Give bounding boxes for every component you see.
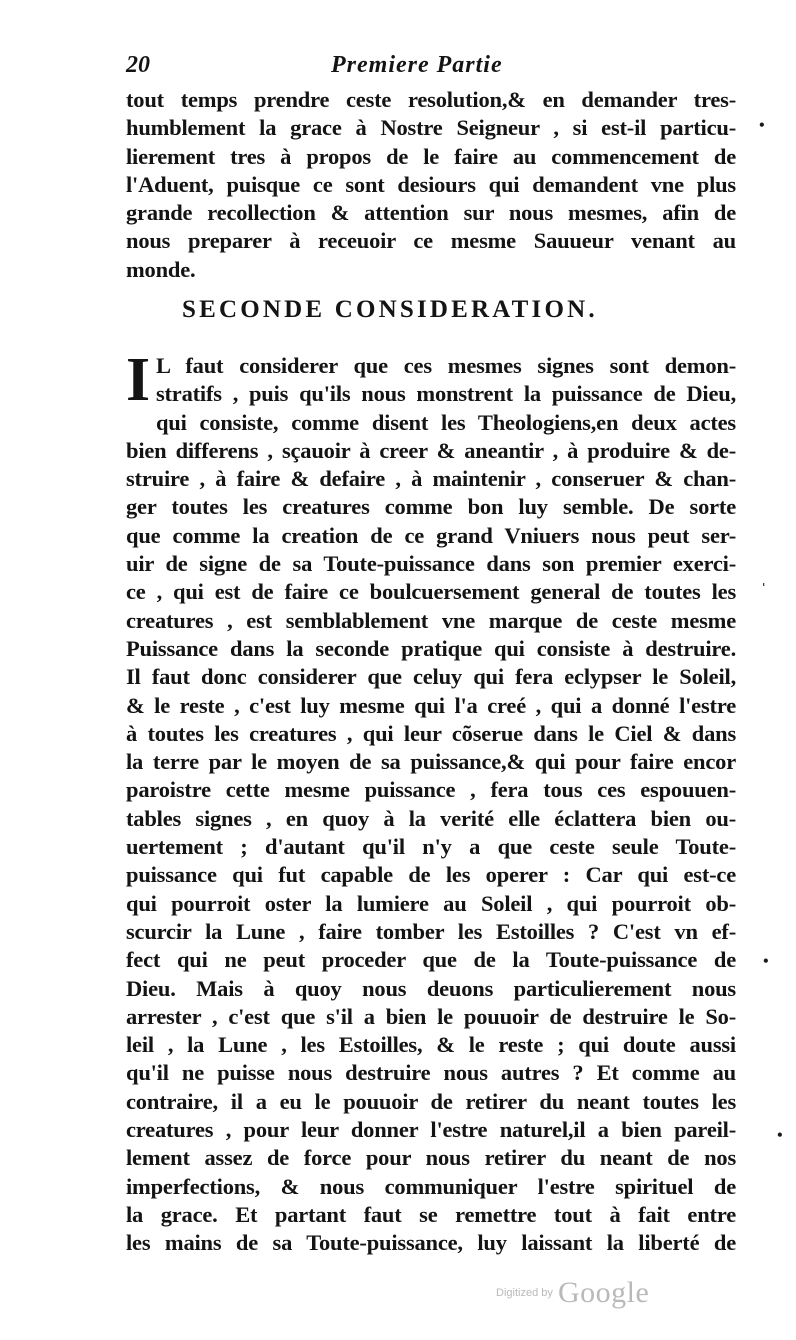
text-line: bien differens , sçauoir à creer & aneantir , à produire & de- [126, 437, 736, 463]
text-line: struire , à faire & defaire , à maintenir , conseruer & chan- [126, 466, 736, 492]
margin-dot-mark: • [762, 954, 770, 968]
text-line: ger toutes les creatures comme bon luy semble. De sorte [126, 494, 736, 520]
text-line: humblement la grace à Nostre Seigneur , si est-il particu- [126, 115, 736, 141]
text-line: qui pourroit oster la lumiere au Soleil , qui pourroit ob- [126, 890, 736, 916]
text-line: les mains de sa Toute-puissance, luy laissant la liberté de [126, 1230, 736, 1256]
text-line: imperfections, & nous communiquer l'estre spirituel de [126, 1173, 736, 1199]
text-line: la terre par le moyen de sa puissance,& qui pour faire encor [126, 749, 736, 775]
text-line: scurcir la Lune , faire tomber les Estoilles ? C'est vn ef- [126, 918, 736, 944]
margin-dot-mark: • [776, 1128, 784, 1142]
text-line: stratifs , puis qu'ils nous monstrent la puissance de Dieu, [155, 381, 736, 407]
drop-cap: I [126, 346, 150, 414]
text-line: qui consiste, comme disent les Theologiens,en deux actes [155, 409, 736, 435]
text-line: la grace. Et partant faut se remettre tout à fait entre [126, 1201, 736, 1227]
text-line: L faut considerer que ces mesmes signes sont demon- [155, 353, 736, 378]
text-line: tables signes , en quoy à la verité elle éclattera bien ou- [126, 805, 736, 831]
section-heading: SECONDE CONSIDERATION. [182, 296, 598, 323]
text-line: Puissance dans la seconde pratique qui consiste à destruire. [126, 635, 736, 661]
text-line: ce , qui est de faire ce boulcuersement general de toutes les [126, 579, 736, 605]
watermark-prefix: Digitized by [496, 1287, 553, 1299]
text-line: l'Aduent, puisque ce sont desiours qui demandent vne plus [126, 171, 736, 197]
page-header [126, 52, 716, 86]
google-logo-text: Google [557, 1276, 650, 1309]
text-line: à toutes les creatures , qui leur cõserue dans le Ciel & dans [126, 720, 736, 746]
text-line: fect qui ne peut proceder que de la Toute-puissance de [126, 947, 736, 973]
text-line: tout temps prendre ceste resolution,& en demander tres- [126, 87, 736, 112]
text-line: lierement tres à propos de le faire au commencement de [126, 143, 736, 169]
margin-dot-mark: • [758, 118, 766, 132]
text-line: leil , la Lune , les Estoilles, & le reste ; qui doute aussi [126, 1032, 736, 1058]
text-line: lement assez de force pour nous retirer du neant de nos [126, 1145, 736, 1171]
text-line: paroistre cette mesme puissance , fera tous ces espouuen- [126, 777, 736, 803]
text-line: uir de signe de sa Toute-puissance dans son premier exerci- [126, 551, 736, 577]
text-line: que comme la creation de ce grand Vniuers nous peut ser- [126, 522, 736, 548]
page-number: 20 [126, 52, 150, 78]
text-line: creatures , est semblablement vne marque de ceste mesme [126, 607, 736, 633]
text-line: contraire, il a eu le pouuoir de retirer du neant toutes les [126, 1088, 736, 1114]
digitized-watermark [496, 1276, 649, 1310]
running-title: Premiere Partie [331, 52, 503, 78]
text-line: Il faut donc considerer que celuy qui fera eclypser le Soleil, [126, 664, 736, 690]
text-line: monde. [126, 256, 196, 282]
text-line: qu'il ne puisse nous destruire nous autres ? Et comme au [126, 1060, 736, 1086]
text-line: uertement ; d'autant qu'il n'y a que ceste seule Toute- [126, 834, 736, 860]
margin-tick-mark: ˌ [762, 574, 766, 588]
text-line: puissance qui fut capable de les operer : Car qui est-ce [126, 862, 736, 888]
text-line: creatures , pour leur donner l'estre naturel,il a bien pareil- [126, 1117, 736, 1143]
text-line: & le reste , c'est luy mesme qui l'a creé , qui a donné l'estre [126, 692, 736, 718]
text-line: arrester , c'est que s'il a bien le pouuoir de destruire le So- [126, 1003, 736, 1029]
text-line: grande recollection & attention sur nous mesmes, afin de [126, 200, 736, 226]
text-line: nous preparer à receuoir ce mesme Sauueur venant au [126, 228, 736, 254]
intro-paragraph [126, 86, 736, 284]
text-line: Dieu. Mais à quoy nous deuons particulierement nous [126, 975, 736, 1001]
body-paragraph [126, 346, 736, 1258]
